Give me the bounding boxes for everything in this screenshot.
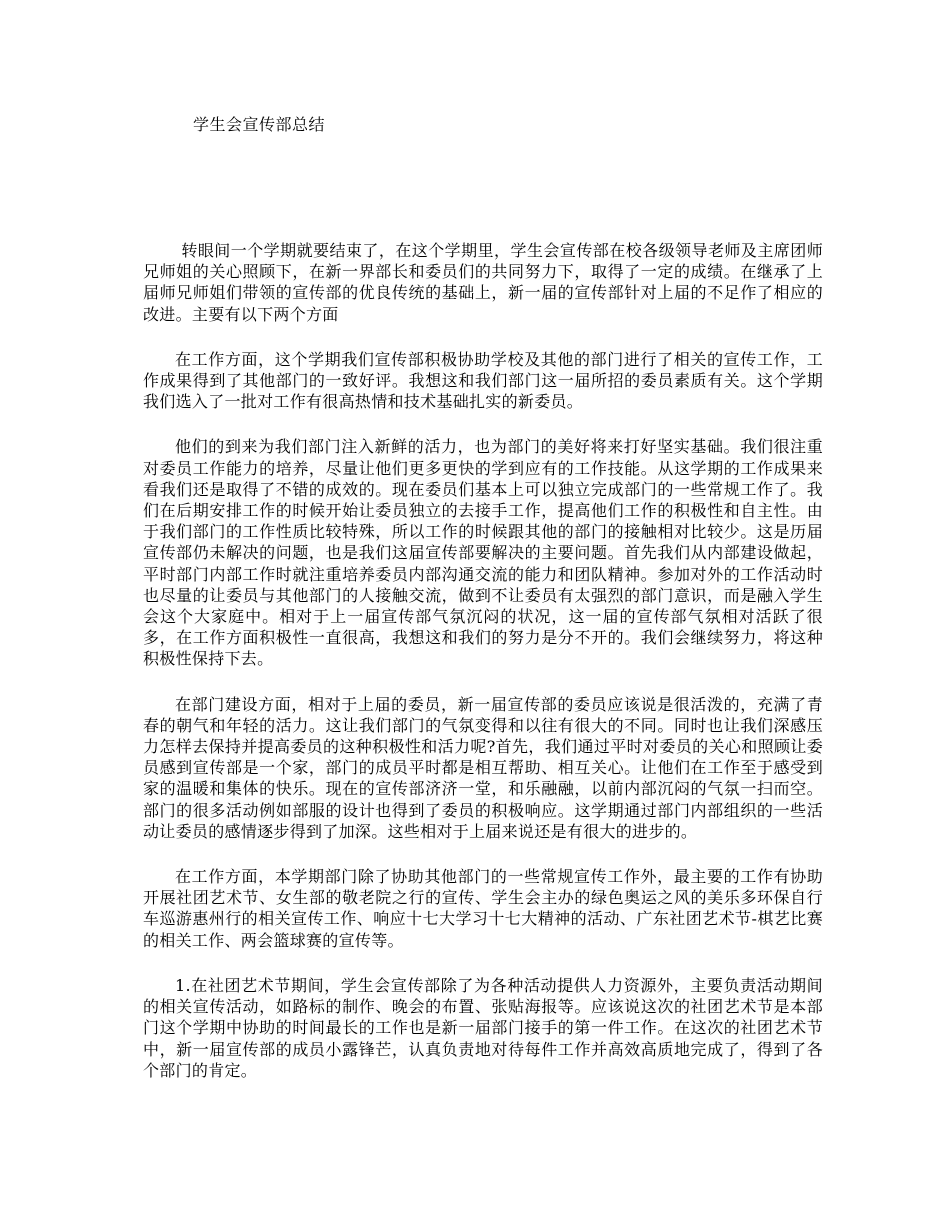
paragraph-intro: 转眼间一个学期就要结束了，在这个学期里，学生会宣传部在校各级领导老师及主席团师兄师姐的关心照顾下，在新一界部长和委员们的共同努力下，取得了一定的成绩。在继承了上届师兄师姐们带领的宣传部的优良传统的基础上，新一届的宣传部针对上届的不足作了相应的改进。主要有以下两个方面 bbox=[143, 241, 823, 324]
document-body bbox=[143, 240, 823, 1105]
paragraph-work-overview: 在工作方面，这个学期我们宣传部积极协助学校及其他的部门进行了相关的宣传工作，工作成果得到了其他部门的一致好评。我想这和我们部门这一届所招的委员素质有关。这个学期我们选入了一批对工作有很高热情和技术基础扎实的新委员。 bbox=[143, 349, 823, 412]
paragraph-new-members: 他们的到来为我们部门注入新鲜的活力，也为部门的美好将来打好坚实基础。我们很注重对委员工作能力的培养，尽量让他们更多更快的学到应有的工作技能。从这学期的工作成果来看我们还是取得了不错的成效的。现在委员们基本上可以独立完成部门的一些常规工作了。我们在后期安排工作的时候开始让委员独立的去接手工作，提高他们工作的积极性和自主性。由于我们部门的工作性质比较特殊，所以工作的时候跟其他的部门的接触相对比较少。这是历届宣传部仍未解决的问题，也是我们这届宣传部要解决的主要问题。首先我们从内部建设做起，平时部门内部工作时就注重培养委员内部沟通交流的能力和团队精神。参加对外的工作活动时也尽量的让委员与其他部门的人接触交流，做到不让委员有太强烈的部门意识，而是融入学生会这个大家庭中。相对于上一届宣传部气氛沉闷的状况，这一届的宣传部气氛相对活跃了很多，在工作方面积极性一直很高，我想这和我们的努力是分不开的。我们会继续努力，将这种积极性保持下去。 bbox=[143, 437, 823, 669]
document-title: 学生会宣传部总结 bbox=[193, 115, 326, 134]
paragraph-art-festival: 1.在社团艺术节期间，学生会宣传部除了为各种活动提供人力资源外，主要负责活动期间的相关宣传活动，如路标的制作、晚会的布置、张贴海报等。应该说这次的社团艺术节是本部门这个学期中协助的时间最长的工作也是新一届部门接手的第一件工作。在这次的社团艺术节中，新一届宣传部的成员小露锋芒，认真负责地对待每件工作并高效高质地完成了，得到了各个部门的肯定。 bbox=[143, 975, 823, 1080]
paragraph-department-building: 在部门建设方面，相对于上届的委员，新一届宣传部的委员应该说是很活泼的，充满了青春的朝气和年轻的活力。这让我们部门的气氛变得和以往有很大的不同。同时也让我们深感压力怎样去保持并提高委员的这种积极性和活力呢?首先，我们通过平时对委员的关心和照顾让委员感到宣传部是一个家，部门的成员平时都是相互帮助、相互关心。让他们在工作至于感受到家的温暖和集体的快乐。现在的宣传部济济一堂，和乐融融，以前内部沉闷的气氛一扫而空。部门的很多活动例如部服的设计也得到了委员的积极响应。这学期通过部门内部组织的一些活动让委员的感情逐步得到了加深。这些相对于上届来说还是有很大的进步的。 bbox=[143, 694, 823, 841]
paragraph-main-work: 在工作方面，本学期部门除了协助其他部门的一些常规宣传工作外，最主要的工作有协助开展社团艺术节、女生部的敬老院之行的宣传、学生会主办的绿色奥运之风的美乐多环保自行车巡游惠州行的相关宣传工作、响应十七大学习十七大精神的活动、广东社团艺术节-棋艺比赛的相关工作、两会篮球赛的宣传等。 bbox=[143, 867, 823, 950]
